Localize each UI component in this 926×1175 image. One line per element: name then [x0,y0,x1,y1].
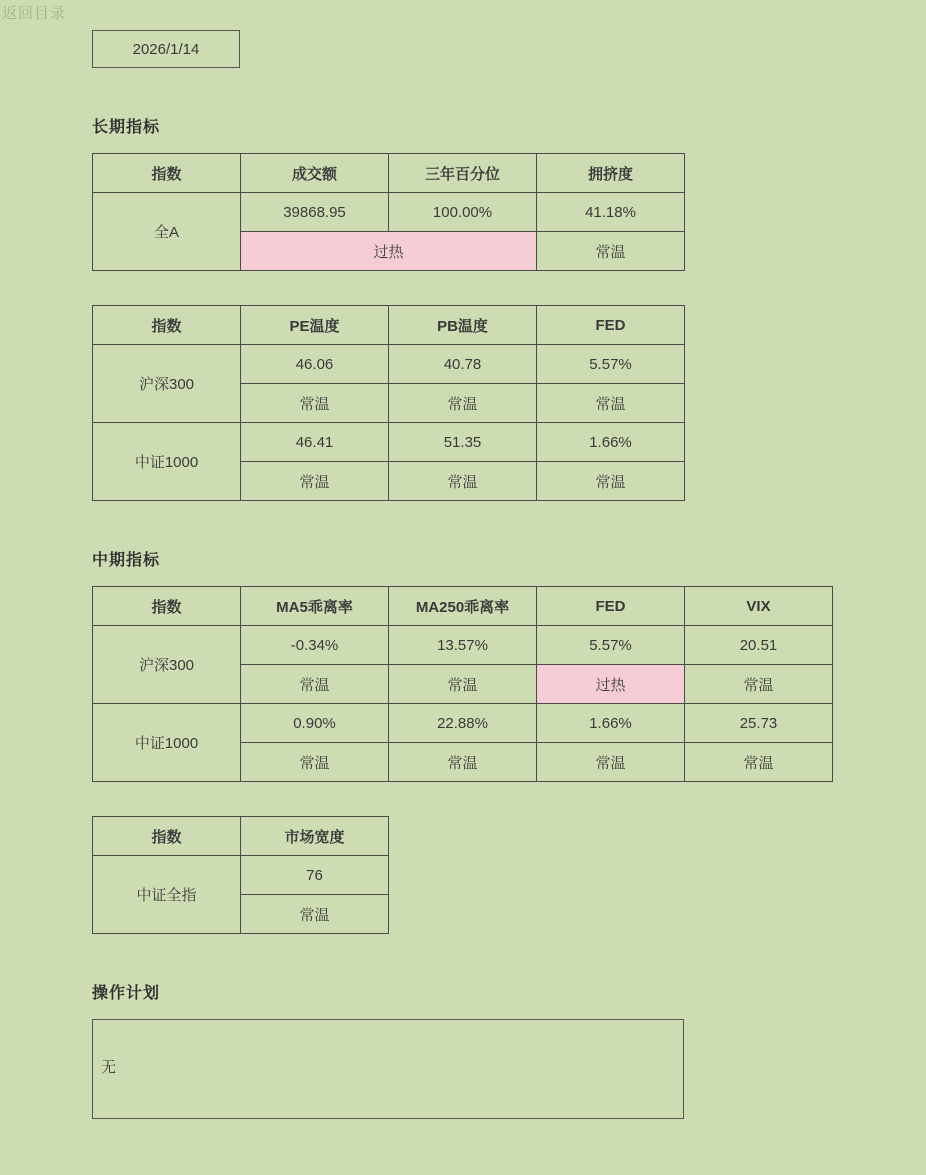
col-header-market-breadth: 市场宽度 [241,817,389,856]
status-badge-pb-temp: 常温 [389,384,537,423]
back-to-index-link[interactable]: 返回目录 [2,5,67,22]
section-title-plan: 操作计划 [92,985,161,1002]
status-badge-ma5-bias: 常温 [241,665,389,704]
cell-vix-value: 20.51 [685,626,833,665]
cell-fed-value: 5.57% [537,345,685,384]
cell-percentile-value: 100.00% [389,193,537,232]
table-row [93,193,685,232]
row-label-csi1000: 中证1000 [93,704,241,782]
table-row [93,423,685,462]
table-volume [92,153,685,271]
status-badge-pe-temp: 常温 [241,462,389,501]
col-header-ma250-bias: MA250乖离率 [389,587,537,626]
col-header-fed: FED [537,587,685,626]
status-badge-vix: 常温 [685,743,833,782]
table-row [93,856,389,895]
spacer [92,934,926,980]
cell-pe-temp-value: 46.41 [241,423,389,462]
cell-ma5-bias-value: -0.34% [241,626,389,665]
spacer [92,782,926,816]
cell-fed-value: 1.66% [537,704,685,743]
cell-ma250-bias-value: 13.57% [389,626,537,665]
spacer [92,68,926,114]
cell-fed-value: 5.57% [537,626,685,665]
cell-pb-temp-value: 40.78 [389,345,537,384]
status-badge-ma5-bias: 常温 [241,743,389,782]
date-box[interactable]: 2026/1/14 [92,30,240,68]
row-label-csi1000: 中证1000 [93,423,241,501]
status-badge-fed: 常温 [537,462,685,501]
table-header-row [93,817,389,856]
row-label-all-a: 全A [93,193,241,271]
spacer [92,570,926,586]
col-header-crowding: 拥挤度 [537,154,685,193]
cell-volume-value: 39868.95 [241,193,389,232]
spacer [92,1003,926,1019]
cell-market-breadth-value: 76 [241,856,389,895]
row-label-hs300: 沪深300 [93,626,241,704]
status-badge-market-breadth: 常温 [241,895,389,934]
table-header-row [93,587,833,626]
col-header-percentile: 三年百分位 [389,154,537,193]
col-header-pe-temp: PE温度 [241,306,389,345]
status-badge-fed: 常温 [537,384,685,423]
cell-crowding-value: 41.18% [537,193,685,232]
status-badge-pe-temp: 常温 [241,384,389,423]
table-temperature [92,305,685,501]
col-header-index: 指数 [93,817,241,856]
table-header-row [93,154,685,193]
col-header-index: 指数 [93,587,241,626]
cell-ma250-bias-value: 22.88% [389,704,537,743]
cell-vix-value: 25.73 [685,704,833,743]
col-header-index: 指数 [93,154,241,193]
table-mid-term [92,586,833,782]
row-label-hs300: 沪深300 [93,345,241,423]
spacer [92,501,926,547]
table-market-breadth [92,816,389,934]
section-title-mid-term: 中期指标 [92,552,161,569]
status-badge-overheated: 过热 [241,232,537,271]
status-badge-fed: 过热 [537,665,685,704]
table-header-row [93,306,685,345]
status-badge-fed: 常温 [537,743,685,782]
status-badge-vix: 常温 [685,665,833,704]
operation-plan-box[interactable]: 无 [92,1019,684,1119]
cell-pe-temp-value: 46.06 [241,345,389,384]
status-badge-ma250-bias: 常温 [389,743,537,782]
col-header-volume: 成交额 [241,154,389,193]
table-row [93,345,685,384]
section-title-long-term: 长期指标 [92,119,161,136]
spacer [92,271,926,305]
col-header-index: 指数 [93,306,241,345]
col-header-pb-temp: PB温度 [389,306,537,345]
row-label-csi-all-share: 中证全指 [93,856,241,934]
cell-pb-temp-value: 51.35 [389,423,537,462]
status-badge-pb-temp: 常温 [389,462,537,501]
table-row [93,704,833,743]
col-header-ma5-bias: MA5乖离率 [241,587,389,626]
status-badge-crowding: 常温 [537,232,685,271]
spacer [92,137,926,153]
status-badge-ma250-bias: 常温 [389,665,537,704]
table-row [93,626,833,665]
col-header-vix: VIX [685,587,833,626]
col-header-fed: FED [537,306,685,345]
cell-ma5-bias-value: 0.90% [241,704,389,743]
cell-fed-value: 1.66% [537,423,685,462]
